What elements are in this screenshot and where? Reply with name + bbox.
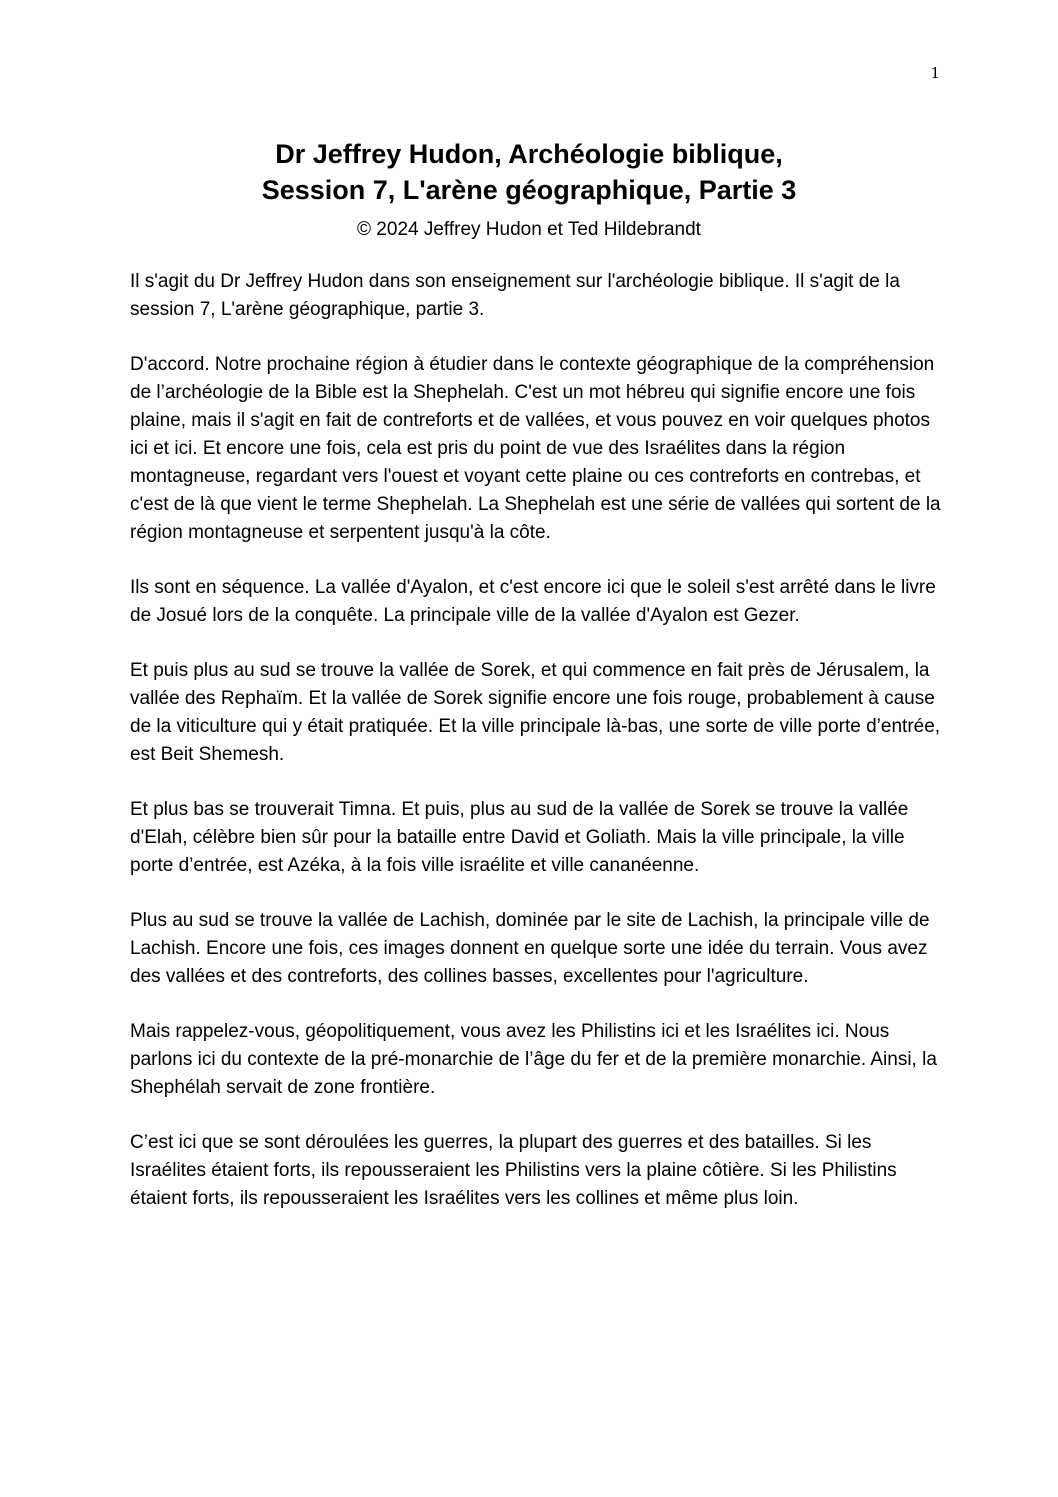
document-body <box>130 268 942 1240</box>
paragraph-5: Et plus bas se trouverait Timna. Et puis, plus au sud de la vallée de Sorek se trouve la vallée d'Elah, célèbre bien sûr pour la bataille entre David et Goliath. Mais la ville principale, la ville porte d’entrée, est Azéka, à la fois ville israélite et ville cananéenne. <box>130 799 909 876</box>
document-title <box>100 136 958 208</box>
paragraph-2: D'accord. Notre prochaine région à étudier dans le contexte géographique de la compréhension de l’archéologie de la Bible est la Shephelah. C'est un mot hébreu qui signifie encore une fois plaine, mais il s'agit en fait de contreforts et de vallées, et vous pouvez en voir quelques photos ici et ici. Et encore une fois, cela est pris du point de vue des Israélites dans la région montagneuse, regardant vers l'ouest et voyant cette plaine ou ces contreforts en contrebas, et c'est de là que vient le terme Shephelah. La Shephelah est une série de vallées qui sortent de la région montagneuse et serpentent jusqu'à la côte. <box>130 354 941 543</box>
paragraph-8: C’est ici que se sont déroulées les guerres, la plupart des guerres et des batailles. Si les Israélites étaient forts, ils repousseraient les Philistins vers la plaine côtière. Si les Philistins étaient forts, ils repousseraient les Israélites vers les collines et même plus loin. <box>130 1132 897 1209</box>
paragraph-1: Il s'agit du Dr Jeffrey Hudon dans son enseignement sur l'archéologie biblique. Il s'agit de la session 7, L'arène géographique, partie 3. <box>130 271 900 320</box>
title-line-2: Session 7, L'arène géographique, Partie 3 <box>261 175 797 205</box>
title-line-1: Dr Jeffrey Hudon, Archéologie biblique, <box>275 139 783 169</box>
page-number: 1 <box>930 64 940 82</box>
copyright-line: © 2024 Jeffrey Hudon et Ted Hildebrandt <box>357 219 701 240</box>
paragraph-3: Ils sont en séquence. La vallée d'Ayalon, et c'est encore ici que le soleil s'est arrêté dans le livre de Josué lors de la conquête. La principale ville de la vallée d'Ayalon est Gezer. <box>130 577 936 626</box>
paragraph-4: Et puis plus au sud se trouve la vallée de Sorek, et qui commence en fait près de Jérusalem, la vallée des Rephaïm. Et la vallée de Sorek signifie encore une fois rouge, probablement à cause de la viticulture qui y était pratiquée. Et la ville principale là-bas, une sorte de ville porte d’entrée, est Beit Shemesh. <box>130 660 941 765</box>
paragraph-7: Mais rappelez-vous, géopolitiquement, vous avez les Philistins ici et les Israélites ici. Nous parlons ici du contexte de la pré-monarchie de l’âge du fer et de la première monarchie. Ainsi, la Shephélah servait de zone frontière. <box>130 1021 937 1098</box>
paragraph-6: Plus au sud se trouve la vallée de Lachish, dominée par le site de Lachish, la principale ville de Lachish. Encore une fois, ces images donnent en quelque sorte une idée du terrain. Vous avez des vallées et des contreforts, des collines basses, excellentes pour l'agriculture. <box>130 910 930 987</box>
